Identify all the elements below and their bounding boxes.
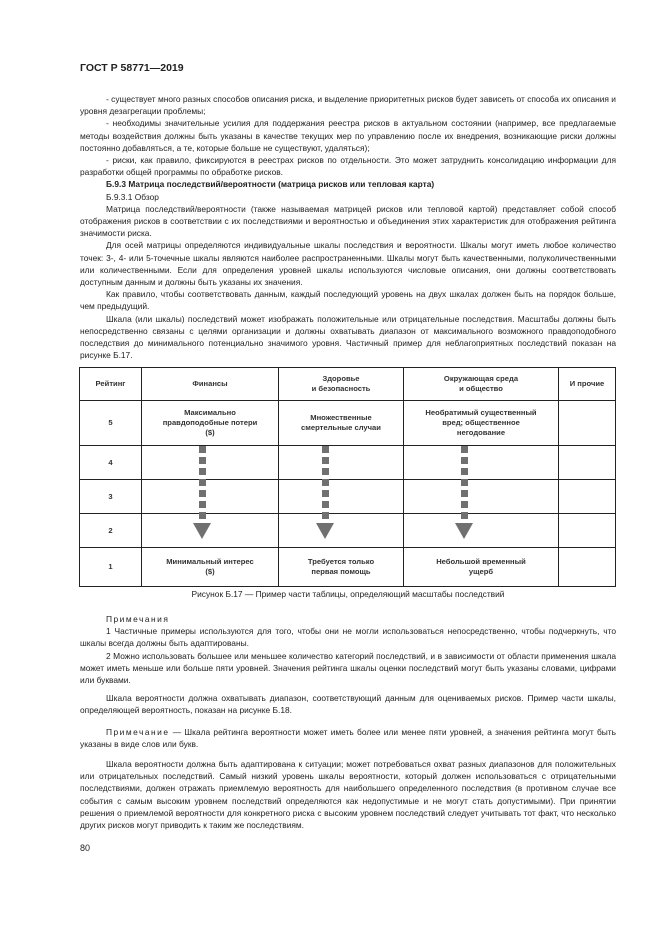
note-text: — Шкала рейтинга вероятности может иметь более или менее пяти уровней, а значения рейтинга могут быть указаны в виде слов или букв. bbox=[80, 727, 616, 750]
arrow-dash bbox=[322, 512, 329, 519]
arrow-dash bbox=[461, 501, 468, 508]
health-cell bbox=[279, 514, 404, 548]
header-health: Здоровье и безопасность bbox=[279, 368, 404, 401]
arrow-dash bbox=[199, 468, 206, 475]
header-finance: Финансы bbox=[142, 368, 279, 401]
table-row bbox=[80, 514, 616, 548]
table-row bbox=[80, 401, 616, 446]
rating-cell: 4 bbox=[80, 446, 142, 480]
arrow-dash bbox=[199, 446, 206, 453]
consequence-scale-table bbox=[79, 367, 616, 587]
subsection-title: Б.9.3.1 Обзор bbox=[106, 191, 159, 202]
arrow-head bbox=[316, 523, 334, 539]
environment-cell: Необратимый существенный вред; общественное негодование bbox=[404, 401, 559, 446]
rating-cell: 1 bbox=[80, 548, 142, 587]
health-cell: Множественные смертельные случаи bbox=[279, 401, 404, 446]
arrow-dash bbox=[461, 512, 468, 519]
notes-heading: Примечания bbox=[106, 614, 170, 624]
arrow-dash bbox=[322, 479, 329, 486]
finance-cell: Максимально правдоподобные потери ($) bbox=[142, 401, 279, 446]
environment-cell bbox=[404, 480, 559, 514]
paragraph: Шкала вероятности должна быть адаптирована к ситуации; может потребоваться охват разных диапазонов для положительных или отрицательных последствий. Самый низкий уровень шкалы вероятности, который должен использоваться с отрицательными последствиями, должен отражать приемлемую вероятность для наибольшего определенного последствия (в противном случае все события с самым высоким уровнем последствий определяются как недопустимые и не могут стать допустимыми). При принятии решения о приемлемой вероятности для конкретного риска с высоким уровнем последствий следует учитывать тот факт, что несколько других рисков могут приводить к таким же последствиям. bbox=[80, 759, 616, 831]
paragraph: - риски, как правило, фиксируются в реестрах рисков по отдельности. Это может затруднить консолидацию информации для разработки общей программы по обработке рисков. bbox=[80, 155, 616, 178]
arrow-head bbox=[455, 523, 473, 539]
paragraph: Матрица последствий/вероятности (также называемая матрицей рисков или тепловой картой) представляет собой способ отображения рисков в соответствии с их последствиями и вероятностью и объединения этих характеристик для отображения рейтинга значимости риска. bbox=[80, 203, 616, 239]
finance-cell: Минимальный интерес ($) bbox=[142, 548, 279, 587]
arrow-dash bbox=[461, 457, 468, 464]
other-cell bbox=[559, 548, 616, 587]
finance-cell bbox=[142, 480, 279, 514]
arrow-dash bbox=[322, 457, 329, 464]
arrow-dash bbox=[199, 490, 206, 497]
header-rating: Рейтинг bbox=[80, 368, 142, 401]
page-number: 80 bbox=[80, 843, 91, 853]
paragraph: - необходимы значительные усилия для поддержания реестра рисков в актуальном состоянии (например, все предлагаемые методы воздействия должны быть указаны в качестве текущих мер по управлению после их внедрения, возникающие риски должны постоянно добавляться, а те, которые больше не существуют, удаляться); bbox=[80, 118, 616, 153]
note-label: Примечание bbox=[106, 727, 170, 737]
paragraph: Шкала (или шкалы) последствий может изображать положительные или отрицательные последствия. Масштабы должны быть непосредственно связаны с целями организации и должны охватывать диапазон от максимального возможного правдоподобного последствия до минимального потенциально значимого уровня. Частичный пример для неблагоприятных последствий показан на рисунке Б.17. bbox=[80, 313, 616, 361]
environment-cell bbox=[404, 446, 559, 480]
header-other: И прочие bbox=[559, 368, 616, 401]
paragraph-block bbox=[80, 692, 616, 716]
paragraph: Для осей матрицы определяются индивидуальные шкалы последствия и вероятности. Шкалы могут иметь любое количество точек: 3-, 4- или 5-точечные шкалы являются наиболее распространенными. Шкалы могут быть качественными, полуколичественными или количественными. Если для определения уровней шкалы используются числовые описания, они должны соответствовать доступным данным и должны быть указаны их значения. bbox=[80, 240, 616, 288]
note-block bbox=[80, 726, 616, 750]
header-environment: Окружающая среда и общество bbox=[404, 368, 559, 401]
rating-cell: 2 bbox=[80, 514, 142, 548]
arrow-dash bbox=[461, 446, 468, 453]
note: 2 Можно использовать большее или меньшее количество категорий последствий, и в зависимости от области применения шкала может иметь меньше или больше пяти уровней. Значения рейтинга шкалы оценки последствий могут быть указаны словами, цифрами или буквами. bbox=[80, 650, 616, 686]
arrow-dash bbox=[199, 512, 206, 519]
figure-caption: Рисунок Б.17 — Пример части таблицы, определяющий масштабы последствий bbox=[191, 589, 505, 599]
other-cell bbox=[559, 446, 616, 480]
note bbox=[80, 726, 616, 750]
arrow-head bbox=[193, 523, 211, 539]
finance-cell bbox=[142, 446, 279, 480]
rating-cell: 3 bbox=[80, 480, 142, 514]
arrow-dash bbox=[461, 468, 468, 475]
section-title: Б.9.3 Матрица последствий/вероятности (матрица рисков или тепловая карта) bbox=[106, 179, 435, 190]
arrow-dash bbox=[322, 468, 329, 475]
intro-text bbox=[80, 93, 616, 361]
table-row bbox=[80, 480, 616, 514]
note: 1 Частичные примеры используются для того, чтобы они не могли использоваться непосредственно, чтобы подчеркнуть, что шкалы всегда должны быть адаптированы. bbox=[80, 626, 616, 649]
arrow-dash bbox=[461, 479, 468, 486]
arrow-dash bbox=[199, 457, 206, 464]
arrow-dash bbox=[199, 501, 206, 508]
arrow-dash bbox=[322, 446, 329, 453]
table-row bbox=[80, 548, 616, 587]
paragraph: Как правило, чтобы соответствовать данным, каждый последующий уровень на двух шкалах должен быть на порядок больше, чем предыдущий. bbox=[80, 289, 616, 312]
arrow-dash bbox=[461, 490, 468, 497]
other-cell bbox=[559, 401, 616, 446]
health-cell bbox=[279, 446, 404, 480]
other-cell bbox=[559, 514, 616, 548]
paragraph-block bbox=[80, 758, 616, 831]
paragraph: - существует много разных способов описания риска, и выделение приоритетных рисков будет зависеть от способа их описания и уровня дезагрегации проблемы; bbox=[80, 94, 616, 117]
table-header-row bbox=[80, 368, 616, 401]
document-header: ГОСТ Р 58771—2019 bbox=[80, 62, 184, 74]
environment-cell: Небольшой временный ущерб bbox=[404, 548, 559, 587]
rating-cell: 5 bbox=[80, 401, 142, 446]
health-cell: Требуется только первая помощь bbox=[279, 548, 404, 587]
arrow-dash bbox=[322, 501, 329, 508]
arrow-dash bbox=[199, 479, 206, 486]
environment-cell bbox=[404, 514, 559, 548]
table-row bbox=[80, 446, 616, 480]
health-cell bbox=[279, 480, 404, 514]
notes-block bbox=[80, 613, 616, 686]
paragraph: Шкала вероятности должна охватывать диапазон, соответствующий данным для оцениваемых рисков. Пример части шкалы, определяющей вероятность, показан на рисунке Б.18. bbox=[80, 693, 616, 716]
other-cell bbox=[559, 480, 616, 514]
arrow-dash bbox=[322, 490, 329, 497]
